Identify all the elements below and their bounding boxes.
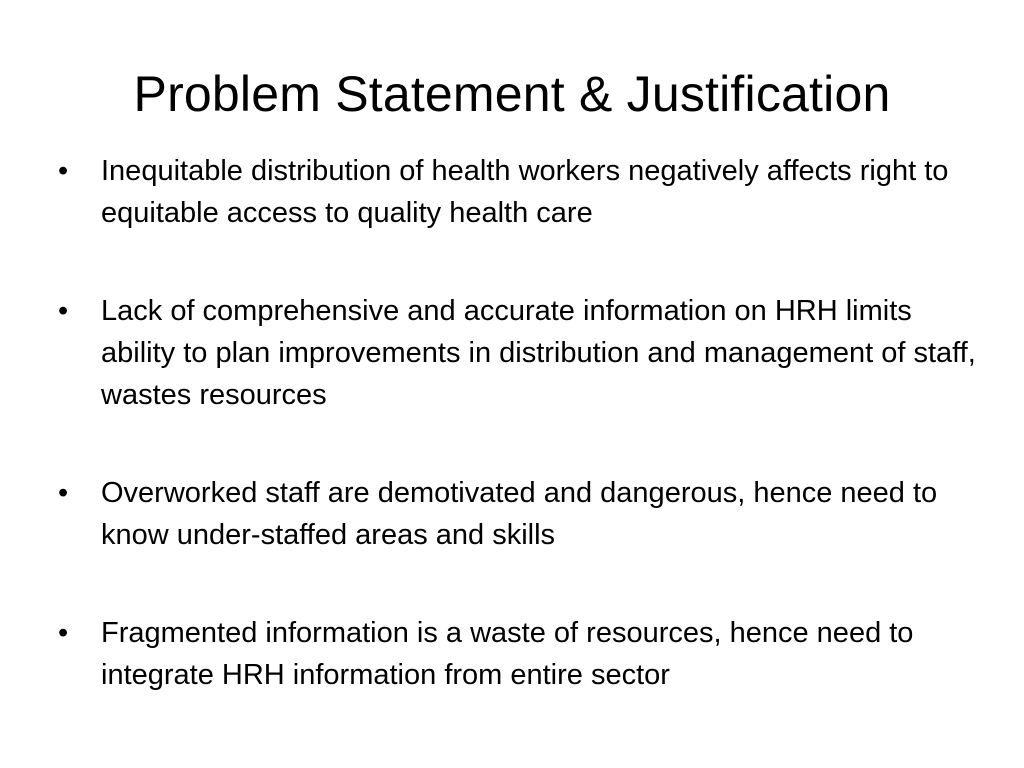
bullet-item [58,472,978,556]
bullet-text: Inequitable distribution of health workers negatively affects right to equitable access to quality health care [101,155,949,229]
bullet-list [58,150,978,696]
bullet-text: Overworked staff are demotivated and dangerous, hence need to know under-staffed areas and skills [101,477,938,551]
bullet-item [58,150,978,234]
bullet-text: Fragmented information is a waste of resources, hence need to integrate HRH information from entire sector [101,617,914,691]
bullet-dot-icon: • [58,155,69,187]
bullet-dot-icon: • [58,477,69,509]
slide-title: Problem Statement & Justification [133,66,891,122]
bullet-item [58,290,978,416]
bullet-item [58,612,978,696]
bullet-dot-icon: • [58,295,69,327]
bullet-dot-icon: • [58,617,69,649]
bullet-text: Lack of comprehensive and accurate information on HRH limits ability to plan improvements in distribution and management of staff, wastes resources [101,295,976,411]
